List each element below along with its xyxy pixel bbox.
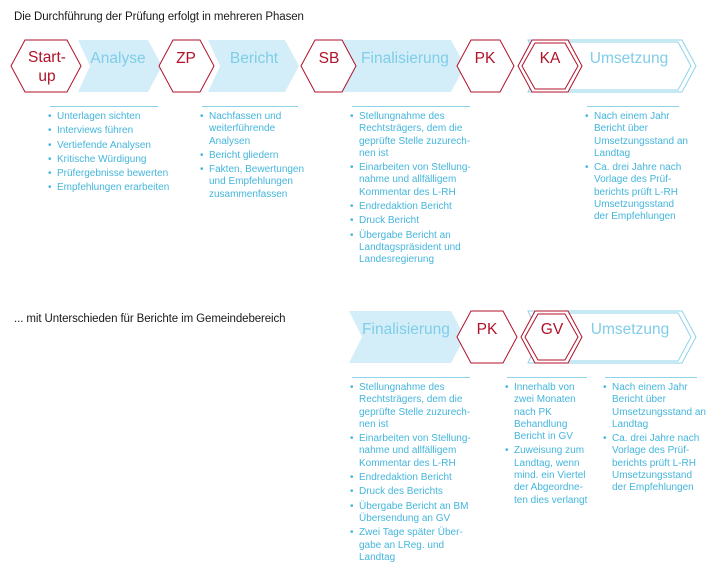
list-item: • Druck Bericht	[350, 215, 482, 227]
phase-bericht-label: Bericht	[229, 50, 279, 68]
main-heading: Die Durchführung der Prüfung erfolgt in mehreren Phasen	[14, 11, 304, 23]
hexagon-startup-label-line2: up	[38, 68, 56, 86]
municipal-heading: ... mit Unterschieden für Berichte im Gemeindebereich	[14, 313, 286, 325]
list-umsetzung-2	[603, 377, 707, 497]
list-umsetzung-2-items	[603, 382, 707, 495]
list-analyse	[48, 106, 178, 197]
phase-umsetzung-label: Umsetzung	[589, 50, 669, 68]
list-pk-2	[505, 377, 593, 509]
hexagon-ka-label: KA	[539, 50, 561, 68]
list-item: • Fakten, Bewertungen und Empfehlungen zusammenfassen	[200, 164, 318, 201]
list-item: • Prüfergebnisse bewerten	[48, 168, 178, 180]
list-analyse-rule	[50, 106, 158, 107]
list-finalisierung-rule	[352, 106, 470, 107]
list-item: • Nach einem Jahr Bericht über Umsetzungsstand an Landtag	[603, 382, 707, 431]
list-item: • Unterlagen sichten	[48, 111, 178, 123]
list-item: • Endredaktion Bericht	[350, 201, 482, 213]
list-umsetzung-items	[585, 111, 689, 224]
hexagon-startup-label-line1: Start-	[28, 49, 66, 67]
list-finalisierung-items	[350, 111, 482, 267]
phase-finalisierung-label: Finalisierung	[361, 50, 449, 68]
phase-analyse-label: Analyse	[90, 50, 146, 68]
list-item: • Kritische Würdigung	[48, 154, 178, 166]
list-umsetzung-rule	[587, 106, 679, 107]
list-umsetzung	[585, 106, 689, 226]
list-bericht-items	[200, 111, 318, 201]
list-pk-2-rule	[507, 377, 587, 378]
list-item: • Stellungnahme des Rechtsträgers, dem die geprüfte Stelle zuzurech-nen ist	[350, 382, 482, 431]
list-item: • Empfehlungen erarbeiten	[48, 182, 178, 194]
list-item: • Zwei Tage später Über-gabe an LReg. und Landtag	[350, 527, 482, 564]
list-item: • Ca. drei Jahre nach Vorlage des Prüf-berichts prüft L-RH Umsetzungsstand der Empfehlungen	[603, 433, 707, 494]
list-item: • Übergabe Bericht an Landtagspräsident und Landesregierung	[350, 230, 482, 267]
list-item: • Innerhalb von zwei Monaten nach PK Behandlung Bericht in GV	[505, 382, 593, 443]
phase-finalisierung-2-label: Finalisierung	[362, 321, 450, 339]
list-item: • Übergabe Bericht an BM Übersendung an GV	[350, 501, 482, 526]
list-finalisierung-2	[350, 377, 482, 566]
list-finalisierung-2-items	[350, 382, 482, 564]
list-item: • Nachfassen und weiterführende Analysen	[200, 111, 318, 148]
hexagon-pk-label: PK	[474, 50, 496, 68]
list-analyse-items	[48, 111, 178, 195]
phase-umsetzung-2-label: Umsetzung	[590, 321, 670, 339]
list-bericht	[200, 106, 318, 203]
list-item: • Vertiefende Analysen	[48, 140, 178, 152]
list-item: • Stellungnahme des Rechtsträgers, dem die geprüfte Stelle zuzurech-nen ist	[350, 111, 482, 160]
list-item: • Einarbeiten von Stellung-nahme und allfälligem Kommentar des L-RH	[350, 433, 482, 470]
list-item: • Ca. drei Jahre nach Vorlage des Prüf-berichts prüft L-RH Umsetzungsstand der Empfehlungen	[585, 162, 689, 223]
list-pk-2-items	[505, 382, 593, 507]
list-bericht-rule	[202, 106, 298, 107]
list-umsetzung-2-rule	[605, 377, 697, 378]
hexagon-sb-label: SB	[318, 50, 340, 68]
hexagon-zp-label: ZP	[176, 50, 196, 68]
list-item: • Einarbeiten von Stellung-nahme und allfälligem Kommentar des L-RH	[350, 162, 482, 199]
list-item: • Nach einem Jahr Bericht über Umsetzungsstand an Landtag	[585, 111, 689, 160]
list-finalisierung-2-rule	[352, 377, 470, 378]
list-item: • Bericht gliedern	[200, 150, 318, 162]
list-item: • Endredaktion Bericht	[350, 472, 482, 484]
hexagon-gv-label: GV	[540, 321, 564, 339]
hexagon-pk-2-label: PK	[476, 321, 498, 339]
list-finalisierung	[350, 106, 482, 269]
list-item: • Zuweisung zum Landtag, wenn mind. ein Viertel der Abgeordne-ten dies verlangt	[505, 445, 593, 506]
list-item: • Druck des Berichts	[350, 486, 482, 498]
list-item: • Interviews führen	[48, 125, 178, 137]
